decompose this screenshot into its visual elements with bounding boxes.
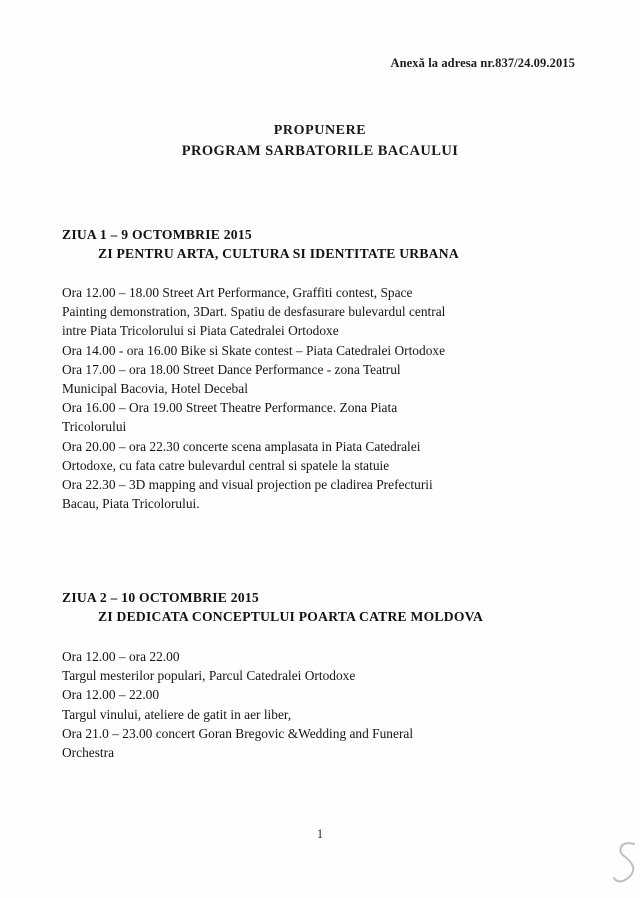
program-line: Ora 14.00 - ora 16.00 Bike si Skate contest – Piata Catedralei Ortodoxe <box>62 342 446 358</box>
day-1-section <box>62 225 582 513</box>
day-1-program-lines <box>62 283 582 513</box>
program-line: Bacau, Piata Tricolorului. <box>62 496 200 512</box>
document-title-secondary: PROGRAM SARBATORILE BACAULUI <box>181 143 459 159</box>
program-line: Targul vinului, ateliere de gatit in aer liber, <box>62 706 292 722</box>
program-line: Ora 16.00 – Ora 19.00 Street Theatre Performance. Zona Piata <box>62 400 398 416</box>
annex-reference: Anexă la adresa nr.837/24.09.2015 <box>390 56 575 70</box>
program-line: Municipal Bacovia, Hotel Decebal <box>62 381 248 397</box>
program-line: Targul mesterilor populari, Parcul Catedralei Ortodoxe <box>62 668 356 684</box>
program-line: Ora 12.00 – ora 22.00 <box>62 649 180 664</box>
program-line: Ora 12.00 – 18.00 Street Art Performance, Graffiti contest, Space <box>62 285 413 300</box>
program-line: Ora 22.30 – 3D mapping and visual projection pe cladirea Prefecturii <box>62 477 433 493</box>
program-line: Painting demonstration, 3Dart. Spatiu de desfasurare bulevardul central <box>62 304 446 320</box>
day-1-heading: ZIUA 1 – 9 OCTOMBRIE 2015 <box>62 227 252 242</box>
document-title-block <box>0 121 640 162</box>
page-number: 1 <box>316 827 324 841</box>
day-1-subheading: ZI PENTRU ARTA, CULTURA SI IDENTITATE URBANA <box>98 246 459 261</box>
document-title-primary: PROPUNERE <box>273 123 367 138</box>
program-line: Ora 17.00 – ora 18.00 Street Dance Performance - zona Teatrul <box>62 361 401 377</box>
program-line: Orchestra <box>62 745 115 761</box>
day-2-program-lines <box>62 647 582 762</box>
program-line: Ora 20.00 – ora 22.30 concerte scena amplasata in Piata Catedralei <box>62 438 421 454</box>
scan-artifact-handwriting-icon <box>604 838 638 890</box>
program-line: Tricolorului <box>62 419 127 435</box>
program-line: Ora 21.0 – 23.00 concert Goran Bregovic &Wedding and Funeral <box>62 725 414 741</box>
day-2-heading: ZIUA 2 – 10 OCTOMBRIE 2015 <box>62 590 259 605</box>
program-line: intre Piata Tricolorului si Piata Catedralei Ortodoxe <box>62 323 339 339</box>
day-2-section <box>62 588 582 762</box>
program-line: Ortodoxe, cu fata catre bulevardul central si spatele la statuie <box>62 457 390 473</box>
program-line: Ora 12.00 – 22.00 <box>62 687 160 703</box>
day-2-subheading: ZI DEDICATA CONCEPTULUI POARTA CATRE MOLDOVA <box>98 609 484 624</box>
